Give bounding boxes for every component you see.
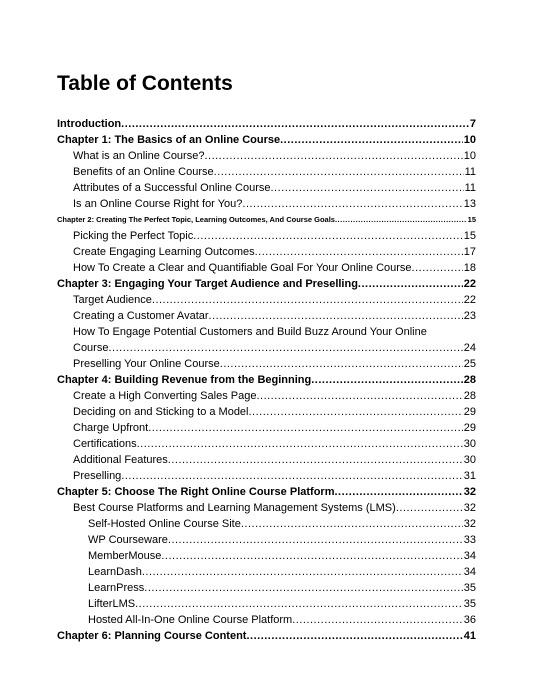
toc-page-number: 34 <box>463 566 476 578</box>
toc-entry-label: Chapter 1: The Basics of an Online Course <box>57 134 281 146</box>
toc-entry-label: Picking the Perfect Topic <box>73 230 194 242</box>
toc-dot-leader <box>204 148 462 164</box>
toc-page-number: 11 <box>464 166 476 178</box>
toc-section-entry[interactable] <box>57 324 476 356</box>
toc-page-number: 32 <box>463 518 476 530</box>
toc-dot-leader <box>292 612 463 628</box>
toc-entry-label: Creating a Customer Avatar <box>73 310 209 322</box>
toc-section-entry[interactable] <box>57 532 476 548</box>
toc-entry-label: Create a High Converting Sales Page <box>73 390 257 402</box>
toc-dot-leader <box>168 452 463 468</box>
toc-entry-label: Is an Online Course Right for You? <box>73 198 243 210</box>
toc-dot-leader <box>255 244 463 260</box>
toc-entry-label: Preselling Your Online Course <box>73 358 220 370</box>
toc-dot-leader <box>193 228 463 244</box>
toc-dot-leader <box>242 196 462 212</box>
toc-page-number: 28 <box>463 390 476 402</box>
toc-page-number: 10 <box>463 150 476 162</box>
toc-dot-leader <box>161 548 462 564</box>
toc-section-entry[interactable] <box>57 404 476 420</box>
toc-page-number: 23 <box>463 310 476 322</box>
toc-entry-label: What is an Online Course? <box>73 150 205 162</box>
toc-chapter-entry[interactable] <box>57 276 476 292</box>
toc-dot-leader <box>209 308 463 324</box>
toc-entry-label: Chapter 5: Choose The Right Online Course Platform <box>57 486 335 498</box>
toc-section-entry[interactable] <box>57 244 476 260</box>
toc-entry-label: Charge Upfront <box>73 422 149 434</box>
toc-page-number: 13 <box>463 198 476 210</box>
toc-page-number: 18 <box>463 262 476 274</box>
toc-chapter-entry[interactable] <box>57 212 476 228</box>
toc-page-number: 28 <box>463 374 476 386</box>
toc-section-entry[interactable] <box>57 228 476 244</box>
toc-section-entry[interactable] <box>57 164 476 180</box>
toc-entry-label: Attributes of a Successful Online Course <box>73 182 271 194</box>
toc-entry-label: LearnPress <box>88 582 145 594</box>
toc-section-entry[interactable] <box>57 420 476 436</box>
toc-page-number: 36 <box>463 614 476 626</box>
toc-page-number: 33 <box>463 534 476 546</box>
toc-entry-label: Best Course Platforms and Learning Management Systems (LMS) <box>73 502 396 514</box>
toc-section-entry[interactable] <box>57 548 476 564</box>
toc-chapter-entry[interactable] <box>57 484 476 500</box>
toc-dot-leader <box>311 372 463 388</box>
toc-entry-label: Chapter 2: Creating The Perfect Topic, Learning Outcomes, And Course Goals <box>57 215 335 224</box>
toc-dot-leader <box>168 532 463 548</box>
toc-section-entry[interactable] <box>57 468 476 484</box>
toc-section-entry[interactable] <box>57 580 476 596</box>
toc-page-number: 32 <box>463 502 476 514</box>
toc-dot-leader <box>152 292 463 308</box>
toc-dot-leader <box>241 516 463 532</box>
toc-entry-label: How To Create a Clear and Quantifiable Goal For Your Online Course <box>73 262 412 274</box>
toc-page-number: 22 <box>463 294 476 306</box>
toc-page-number: 7 <box>469 118 476 130</box>
toc-entry-label: Target Audience <box>73 294 152 306</box>
toc-dot-leader <box>220 356 463 372</box>
toc-page-number: 24 <box>463 342 476 354</box>
toc-section-entry[interactable] <box>57 308 476 324</box>
toc-entry-label: WP Courseware <box>88 534 168 546</box>
toc-entry-label: MemberMouse <box>88 550 162 562</box>
toc-dot-leader <box>137 436 463 452</box>
toc-page-number: 30 <box>463 454 476 466</box>
toc-section-entry[interactable] <box>57 596 476 612</box>
toc-entry-label: Deciding on and Sticking to a Model <box>73 406 249 418</box>
toc-section-entry[interactable] <box>57 148 476 164</box>
toc-page-number: 22 <box>463 278 476 290</box>
toc-dot-leader <box>358 276 463 292</box>
toc-entry-label: Self-Hosted Online Course Site <box>88 518 241 530</box>
toc-entry-label-continued: Course <box>73 342 109 354</box>
toc-entry-label: Benefits of an Online Course <box>73 166 214 178</box>
toc-chapter-entry[interactable] <box>57 372 476 388</box>
toc-section-entry[interactable] <box>57 356 476 372</box>
toc-dot-leader <box>256 388 462 404</box>
toc-page-number: 29 <box>463 422 476 434</box>
toc-page-number: 15 <box>467 215 476 224</box>
toc-entry-label: Additional Features <box>73 454 168 466</box>
toc-chapter-entry[interactable] <box>57 116 476 132</box>
toc-section-entry[interactable] <box>57 500 476 516</box>
toc-page-number: 25 <box>463 358 476 370</box>
page-title: Table of Contents <box>57 72 233 95</box>
toc-section-entry[interactable] <box>57 388 476 404</box>
toc-dot-leader <box>246 628 462 644</box>
toc-dot-leader <box>280 132 463 148</box>
toc-page-number: 32 <box>463 486 476 498</box>
toc-section-entry[interactable] <box>57 180 476 196</box>
toc-page-number: 10 <box>463 134 476 146</box>
toc-entry-label: LifterLMS <box>88 598 136 610</box>
toc-entry-label: Chapter 6: Planning Course Content <box>57 630 247 642</box>
toc-section-entry[interactable] <box>57 564 476 580</box>
toc-dot-leader <box>334 484 462 500</box>
toc-page-number: 30 <box>463 438 476 450</box>
toc-dot-leader <box>335 212 467 228</box>
toc-section-entry[interactable] <box>57 516 476 532</box>
toc-page-number: 34 <box>463 550 476 562</box>
toc-chapter-entry[interactable] <box>57 628 476 644</box>
toc-entry-label: Chapter 4: Building Revenue from the Beginning <box>57 374 312 386</box>
toc-page-number: 41 <box>463 630 476 642</box>
toc-page-number: 17 <box>463 246 476 258</box>
toc-dot-leader <box>148 420 463 436</box>
toc-dot-leader <box>108 340 462 356</box>
toc-dot-leader <box>412 260 463 276</box>
toc-entry-label: LearnDash <box>88 566 142 578</box>
table-of-contents <box>57 116 476 644</box>
toc-page-number: 29 <box>463 406 476 418</box>
toc-page-number: 15 <box>463 230 476 242</box>
toc-entry-label: Chapter 3: Engaging Your Target Audience and Preselling <box>57 278 358 290</box>
toc-section-entry[interactable] <box>57 292 476 308</box>
toc-dot-leader <box>144 580 462 596</box>
toc-dot-leader <box>249 404 463 420</box>
toc-entry-label: How To Engage Potential Customers and Build Buzz Around Your Online <box>73 326 427 338</box>
toc-dot-leader <box>214 164 464 180</box>
toc-entry-label: Introduction <box>57 118 122 130</box>
toc-dot-leader <box>135 596 463 612</box>
toc-section-entry[interactable] <box>57 260 476 276</box>
toc-dot-leader <box>142 564 463 580</box>
toc-entry-label: Preselling <box>73 470 122 482</box>
toc-dot-leader <box>270 180 463 196</box>
toc-page-number: 35 <box>463 582 476 594</box>
toc-dot-leader <box>121 116 469 132</box>
toc-entry-label: Hosted All-In-One Online Course Platform <box>88 614 293 626</box>
toc-section-entry[interactable] <box>57 612 476 628</box>
toc-section-entry[interactable] <box>57 452 476 468</box>
toc-section-entry[interactable] <box>57 436 476 452</box>
toc-section-entry[interactable] <box>57 196 476 212</box>
toc-entry-label-line <box>73 324 476 340</box>
toc-page-number: 11 <box>464 182 476 194</box>
toc-page-number: 31 <box>463 470 476 482</box>
toc-page-number: 35 <box>463 598 476 610</box>
toc-dot-leader <box>396 500 463 516</box>
toc-chapter-entry[interactable] <box>57 132 476 148</box>
toc-dot-leader <box>121 468 462 484</box>
toc-entry-label: Create Engaging Learning Outcomes <box>73 246 255 258</box>
toc-entry-label-line <box>73 340 476 356</box>
toc-entry-label: Certifications <box>73 438 137 450</box>
